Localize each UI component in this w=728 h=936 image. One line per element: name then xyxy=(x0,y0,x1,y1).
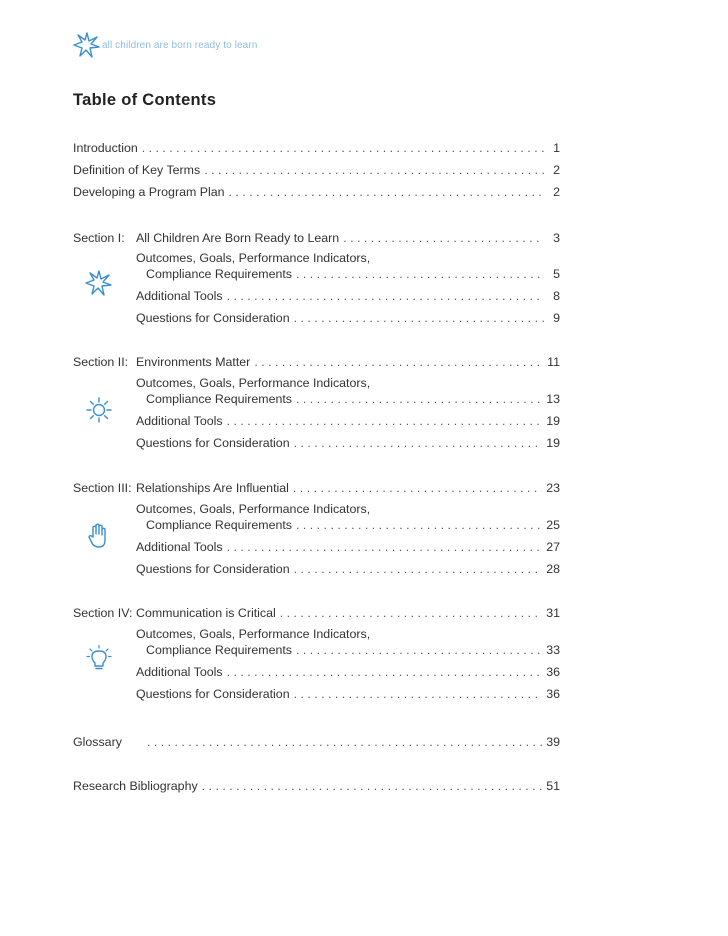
starburst-icon xyxy=(72,30,102,60)
toc-entry-section-2-questions[interactable]: Questions for Consideration . . . 19 xyxy=(136,436,560,454)
toc-entry-section-2-outcomes[interactable]: Compliance Requirements . . . 13 xyxy=(146,392,560,410)
tagline: all children are born ready to learn xyxy=(102,40,258,51)
starburst-icon xyxy=(84,268,114,298)
toc-entry-glossary[interactable]: Glossary . . . 39 xyxy=(73,735,560,753)
outcomes-line: Outcomes, Goals, Performance Indicators, xyxy=(136,376,371,390)
toc-entry-program-plan[interactable]: Developing a Program Plan . . . 2 xyxy=(73,185,560,203)
outcomes-line: Outcomes, Goals, Performance Indicators, xyxy=(136,251,371,265)
toc-entry-key-terms[interactable]: Definition of Key Terms . . . 2 xyxy=(73,163,560,181)
toc-entry-section-2[interactable]: Environments Matter . . . 11 xyxy=(136,355,560,373)
section-4-label: Section IV: xyxy=(73,606,133,620)
section-1-label: Section I: xyxy=(73,231,125,245)
toc-entry-introduction[interactable]: Introduction . . . 1 xyxy=(73,141,560,159)
page-header xyxy=(72,30,372,62)
toc-entry-section-3-questions[interactable]: Questions for Consideration . . . 28 xyxy=(136,562,560,580)
toc-entry-section-4-outcomes[interactable]: Compliance Requirements . . . 33 xyxy=(146,643,560,661)
toc-entry-section-1-outcomes[interactable]: Compliance Requirements . . . 5 xyxy=(146,267,560,285)
toc-entry-section-4[interactable]: Communication is Critical . . . 31 xyxy=(136,606,560,624)
toc-entry-section-1-tools[interactable]: Additional Tools . . . 8 xyxy=(136,289,560,307)
toc-entry-section-3-tools[interactable]: Additional Tools . . . 27 xyxy=(136,540,560,558)
lightbulb-icon xyxy=(84,644,114,674)
toc-entry-section-3-outcomes[interactable]: Compliance Requirements . . . 25 xyxy=(146,518,560,536)
toc-entry-section-4-questions[interactable]: Questions for Consideration . . . 36 xyxy=(136,687,560,705)
toc-entry-section-3[interactable]: Relationships Are Influential . . . 23 xyxy=(136,481,560,499)
toc-entry-section-1[interactable]: All Children Are Born Ready to Learn . . . 3 xyxy=(136,231,560,249)
toc-entry-section-2-tools[interactable]: Additional Tools . . . 19 xyxy=(136,414,560,432)
section-3-label: Section III: xyxy=(73,481,132,495)
page-title: Table of Contents xyxy=(73,91,217,109)
sun-icon xyxy=(84,395,114,425)
outcomes-line: Outcomes, Goals, Performance Indicators, xyxy=(136,627,371,641)
outcomes-line: Outcomes, Goals, Performance Indicators, xyxy=(136,502,371,516)
section-2-label: Section II: xyxy=(73,355,129,369)
hand-icon xyxy=(84,521,114,551)
toc-entry-section-1-questions[interactable]: Questions for Consideration . . . 9 xyxy=(136,311,560,329)
toc-entry-section-4-tools[interactable]: Additional Tools . . . 36 xyxy=(136,665,560,683)
toc-entry-bibliography[interactable]: Research Bibliography . . . 51 xyxy=(73,779,560,797)
